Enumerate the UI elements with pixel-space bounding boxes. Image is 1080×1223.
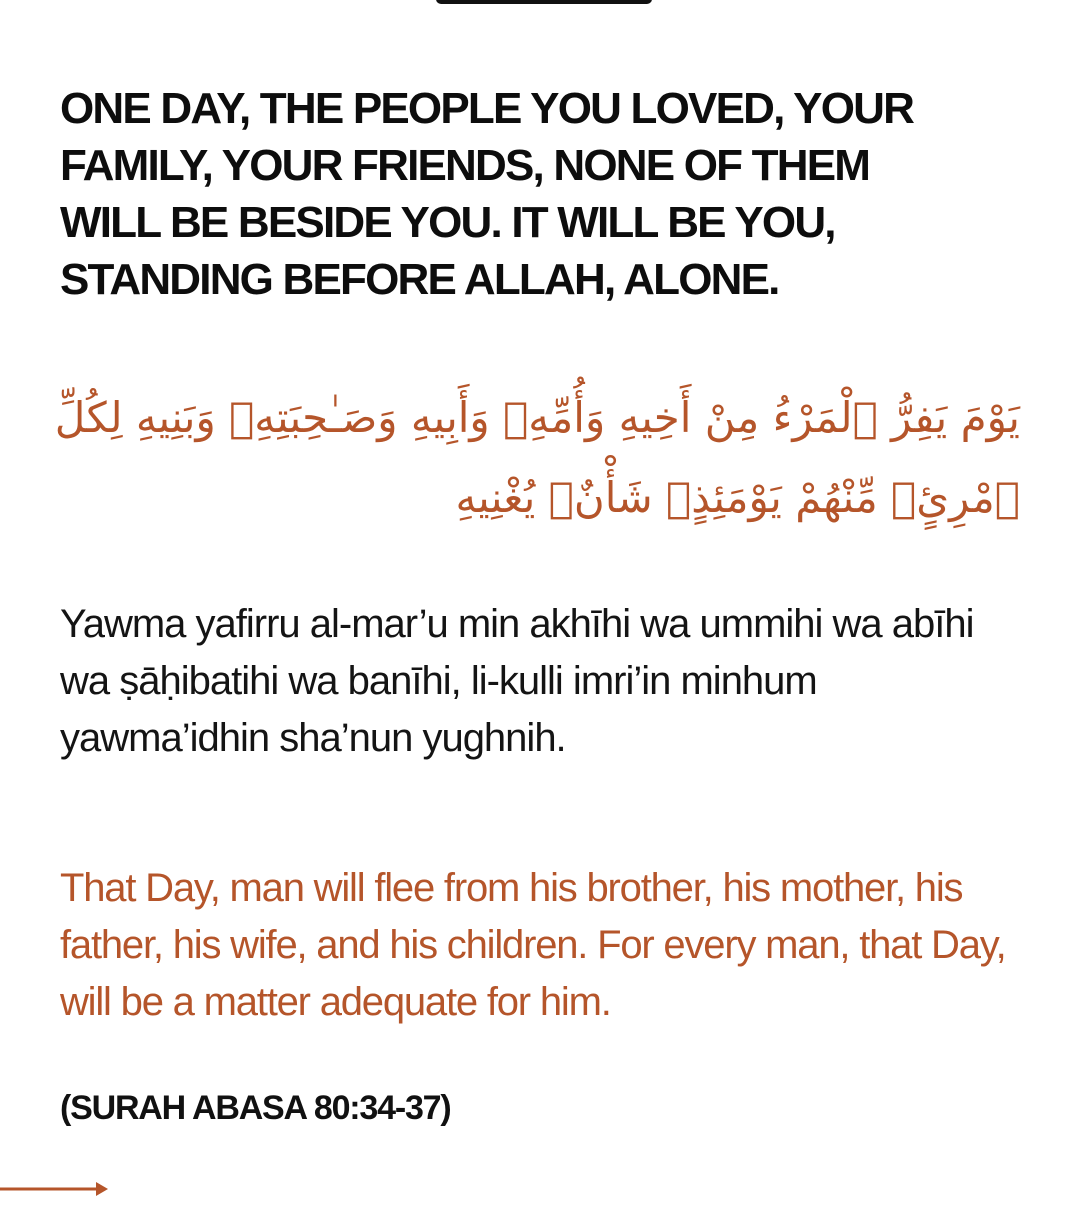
arrow-right-icon[interactable]: [0, 1178, 112, 1200]
surah-reference: (SURAH ABASA 80:34-37): [60, 1089, 451, 1127]
top-handle-bar: [436, 0, 652, 4]
translation-text: That Day, man will flee from his brother, his mother, his father, his wife, and his children. For every man, that Day, will be a matter adequate for him.: [60, 866, 1006, 1024]
transliteration-text: Yawma yafirru al-mar’u min akhīhi wa ummihi wa abīhi wa ṣāḥibatihi wa banīhi, li-kulli imri’in minhum yawma’idhin sha’nun yughnih.: [60, 602, 974, 760]
headline: ONE DAY, THE PEOPLE YOU LOVED, YOUR FAMILY, YOUR FRIENDS, NONE OF THEM WILL BE BESIDE YOU. IT WILL BE YOU, STANDING BEFORE ALLAH, ALONE.: [60, 84, 914, 304]
arabic-verse: يَوْمَ يَفِرُّ ٱلْمَرْءُ مِنْ أَخِيهِ وَأُمِّهِۦ وَأَبِيهِ وَصَـٰحِبَتِهِۦ وَبَنِيهِ لِكُلِّ ٱمْرِئٍۢ مِّنْهُمْ يَوْمَئِذٍۢ شَأْنٌۭ يُغْنِيهِ: [54, 393, 1020, 522]
